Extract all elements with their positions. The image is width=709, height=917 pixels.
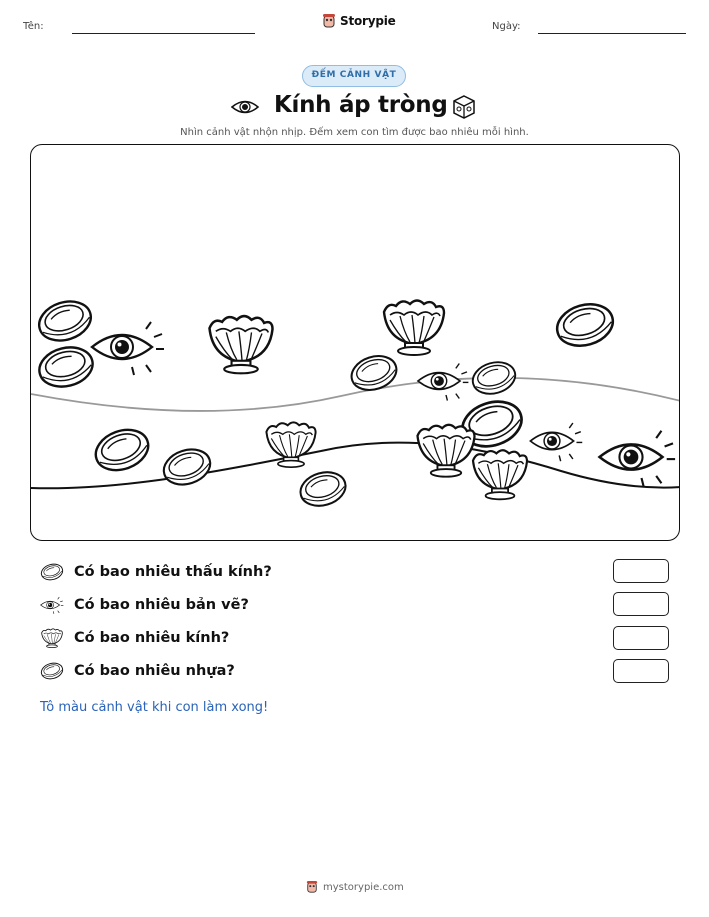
answer-box[interactable] [613,559,669,583]
answer-box[interactable] [613,659,669,683]
eye-icon [92,322,164,375]
contact-lens-icon [159,444,215,490]
lens-case-icon [210,316,273,373]
question-row [40,661,235,681]
contact-lens-icon [40,661,64,681]
contact-lens-icon [90,423,154,477]
lens-case-icon [40,628,64,648]
contact-lens-icon [552,298,618,352]
contact-lens-icon [296,467,349,511]
eye-icon [600,431,676,487]
question-row [40,628,229,648]
counting-scene [30,144,680,541]
date-line[interactable] [538,33,686,34]
contact-lens-icon [40,562,64,582]
date-label: Ngày: [492,21,521,32]
answer-box[interactable] [613,592,669,616]
answer-box[interactable] [613,626,669,650]
name-line[interactable] [72,33,255,34]
question-text: Có bao nhiêu kính? [74,630,230,646]
brand-name: Storypie [340,14,396,28]
brand-logo [322,13,396,29]
eye-icon [530,423,582,461]
lens-case-icon [418,425,475,477]
contact-lens-icon [347,351,401,396]
question-text: Có bao nhiêu nhựa? [74,663,235,679]
contact-lens-icon [469,357,519,398]
question-text: Có bao nhiêu bản vẽ? [74,597,249,613]
scene-illustration [31,145,680,541]
eye-icon [40,595,64,615]
cube-icon [451,94,477,120]
eye-icon [230,96,260,118]
name-label: Tên: [23,21,44,32]
instructions: Nhìn cảnh vật nhộn nhịp. Đếm xem con tìm được bao nhiêu mỗi hình. [180,127,529,138]
question-row [40,595,249,615]
lens-case-icon [473,450,527,499]
coloring-note: Tô màu cảnh vật khi con làm xong! [40,700,269,715]
contact-lens-icon [35,342,97,392]
question-text: Có bao nhiêu thấu kính? [74,564,272,580]
storypie-mascot-icon [306,880,318,894]
question-row [40,562,272,582]
page-title: Kính áp tròng [274,92,448,118]
contact-lens-icon [34,295,96,347]
lens-case-icon [384,301,444,356]
eye-icon [418,364,468,401]
footer [306,880,404,894]
category-badge: ĐẾM CẢNH VẬT [302,65,406,87]
storypie-mascot-icon [322,13,336,29]
footer-url[interactable]: mystorypie.com [323,881,404,893]
